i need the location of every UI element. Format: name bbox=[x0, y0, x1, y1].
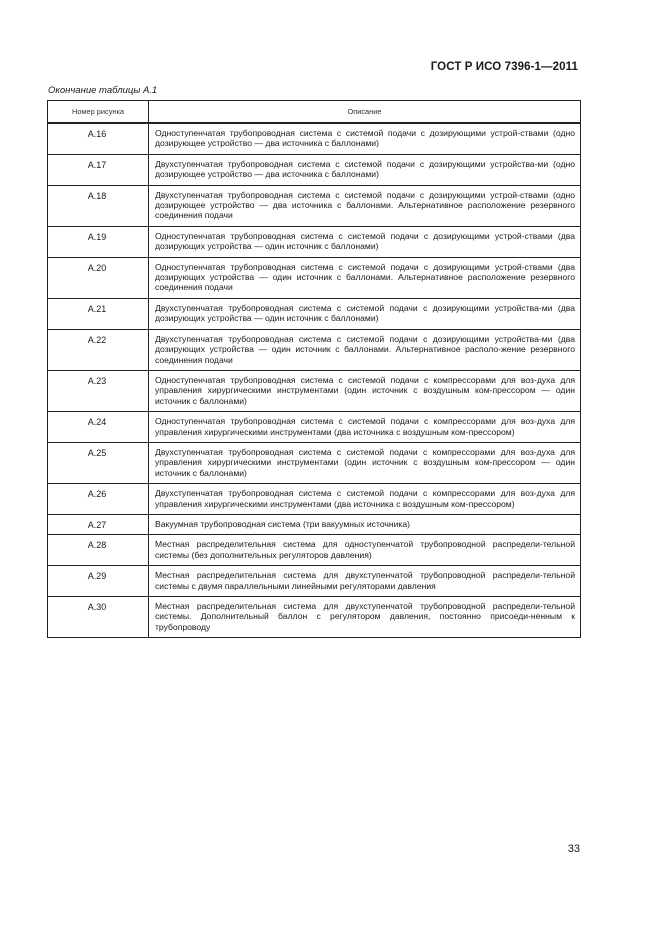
table-row bbox=[48, 154, 581, 185]
table-row bbox=[48, 597, 581, 638]
figure-number: A.28 bbox=[48, 535, 149, 566]
table-row bbox=[48, 123, 581, 154]
figure-description: Двухступенчатая трубопроводная система с системой подачи с компрессорами для воз-духа для управления хирургическими инструментами (два источника с воздушным ком-прессором) bbox=[149, 484, 581, 515]
table-row bbox=[48, 514, 581, 534]
figure-number: A.19 bbox=[48, 226, 149, 257]
column-header-description: Описание bbox=[149, 101, 581, 124]
figure-number: A.16 bbox=[48, 123, 149, 154]
table-caption: Окончание таблицы А.1 bbox=[48, 85, 158, 96]
figure-number: A.18 bbox=[48, 185, 149, 226]
figure-description: Одноступенчатая трубопроводная система с системой подачи с дозирующими устрой-ствами (два дозирующих устройства — один источник с баллонами) bbox=[149, 226, 581, 257]
figure-number: A.26 bbox=[48, 484, 149, 515]
figure-number: A.24 bbox=[48, 412, 149, 443]
table-row bbox=[48, 329, 581, 370]
figure-description: Двухступенчатая трубопроводная система с системой подачи с дозирующими устройства-ми (два дозирующих устройства — один источник с баллонами. Альтернативное располо-жение резервного соединения подачи bbox=[149, 329, 581, 370]
figure-description: Местная распределительная система для двухступенчатой трубопроводной распредели-тельной системы с двумя параллельными линейными регуляторами давления bbox=[149, 566, 581, 597]
table-row bbox=[48, 535, 581, 566]
table-row bbox=[48, 566, 581, 597]
figures-table bbox=[47, 100, 581, 638]
figure-description: Двухступенчатая трубопроводная система с системой подачи с дозирующими устрой-ствами (одно дозирующее устройство — два источника с баллонами. Альтернативное расположение резервного соединения подачи bbox=[149, 185, 581, 226]
figure-description: Одноступенчатая трубопроводная система с системой подачи с дозирующими устрой-ствами (одно дозирующее устройство — два источника с баллонами) bbox=[149, 123, 581, 154]
table-row bbox=[48, 185, 581, 226]
figure-description: Вакуумная трубопроводная система (три вакуумных источника) bbox=[149, 514, 581, 534]
table-row bbox=[48, 412, 581, 443]
figure-number: A.29 bbox=[48, 566, 149, 597]
column-header-number: Номер рисунка bbox=[48, 101, 149, 124]
table-row bbox=[48, 257, 581, 298]
figure-description: Одноступенчатая трубопроводная система с системой подачи с компрессорами для воз-духа для управления хирургическими инструментами (два источника с воздушным ком-прессором) bbox=[149, 412, 581, 443]
figure-description: Местная распределительная система для двухступенчатой трубопроводной распредели-тельной системы. Дополнительный баллон с регулятором давления, постоянно присоеди-ненным к трубопроводу bbox=[149, 597, 581, 638]
figure-description: Одноступенчатая трубопроводная система с системой подачи с дозирующими устрой-ствами (два дозирующих устройства — один источник с баллонами. Альтернативное расположение резервного соединения подачи bbox=[149, 257, 581, 298]
figure-number: A.25 bbox=[48, 442, 149, 483]
figure-number: A.21 bbox=[48, 298, 149, 329]
figure-number: A.22 bbox=[48, 329, 149, 370]
figure-description: Двухступенчатая трубопроводная система с системой подачи с дозирующими устройства-ми (одно дозирующее устройство — два источника с баллонами) bbox=[149, 154, 581, 185]
figure-description: Одноступенчатая трубопроводная система с системой подачи с компрессорами для воз-духа для управления хирургическими инструментами (один источник с воздушным ком-прессором — один источник с баллонами) bbox=[149, 370, 581, 411]
table-row bbox=[48, 370, 581, 411]
table-row bbox=[48, 442, 581, 483]
figure-number: A.27 bbox=[48, 514, 149, 534]
table-row bbox=[48, 226, 581, 257]
page-number: 33 bbox=[567, 843, 580, 855]
figure-description: Двухступенчатая трубопроводная система с системой подачи с компрессорами для воз-духа для управления хирургическими инструментами (один источник с воздушным ком-прессором — один источник с баллонами) bbox=[149, 442, 581, 483]
document-standard-header: ГОСТ Р ИСО 7396-1—2011 bbox=[430, 61, 578, 73]
table-row bbox=[48, 298, 581, 329]
figure-number: A.17 bbox=[48, 154, 149, 185]
figure-number: A.30 bbox=[48, 597, 149, 638]
figure-description: Двухступенчатая трубопроводная система с системой подачи с дозирующими устройства-ми (два дозирующих устройства — один источник с баллонами) bbox=[149, 298, 581, 329]
figure-number: A.20 bbox=[48, 257, 149, 298]
table-header-row bbox=[48, 101, 581, 124]
table-row bbox=[48, 484, 581, 515]
figure-number: A.23 bbox=[48, 370, 149, 411]
figure-description: Местная распределительная система для одноступенчатой трубопроводной распредели-тельной системы (без дополнительных регуляторов давления) bbox=[149, 535, 581, 566]
